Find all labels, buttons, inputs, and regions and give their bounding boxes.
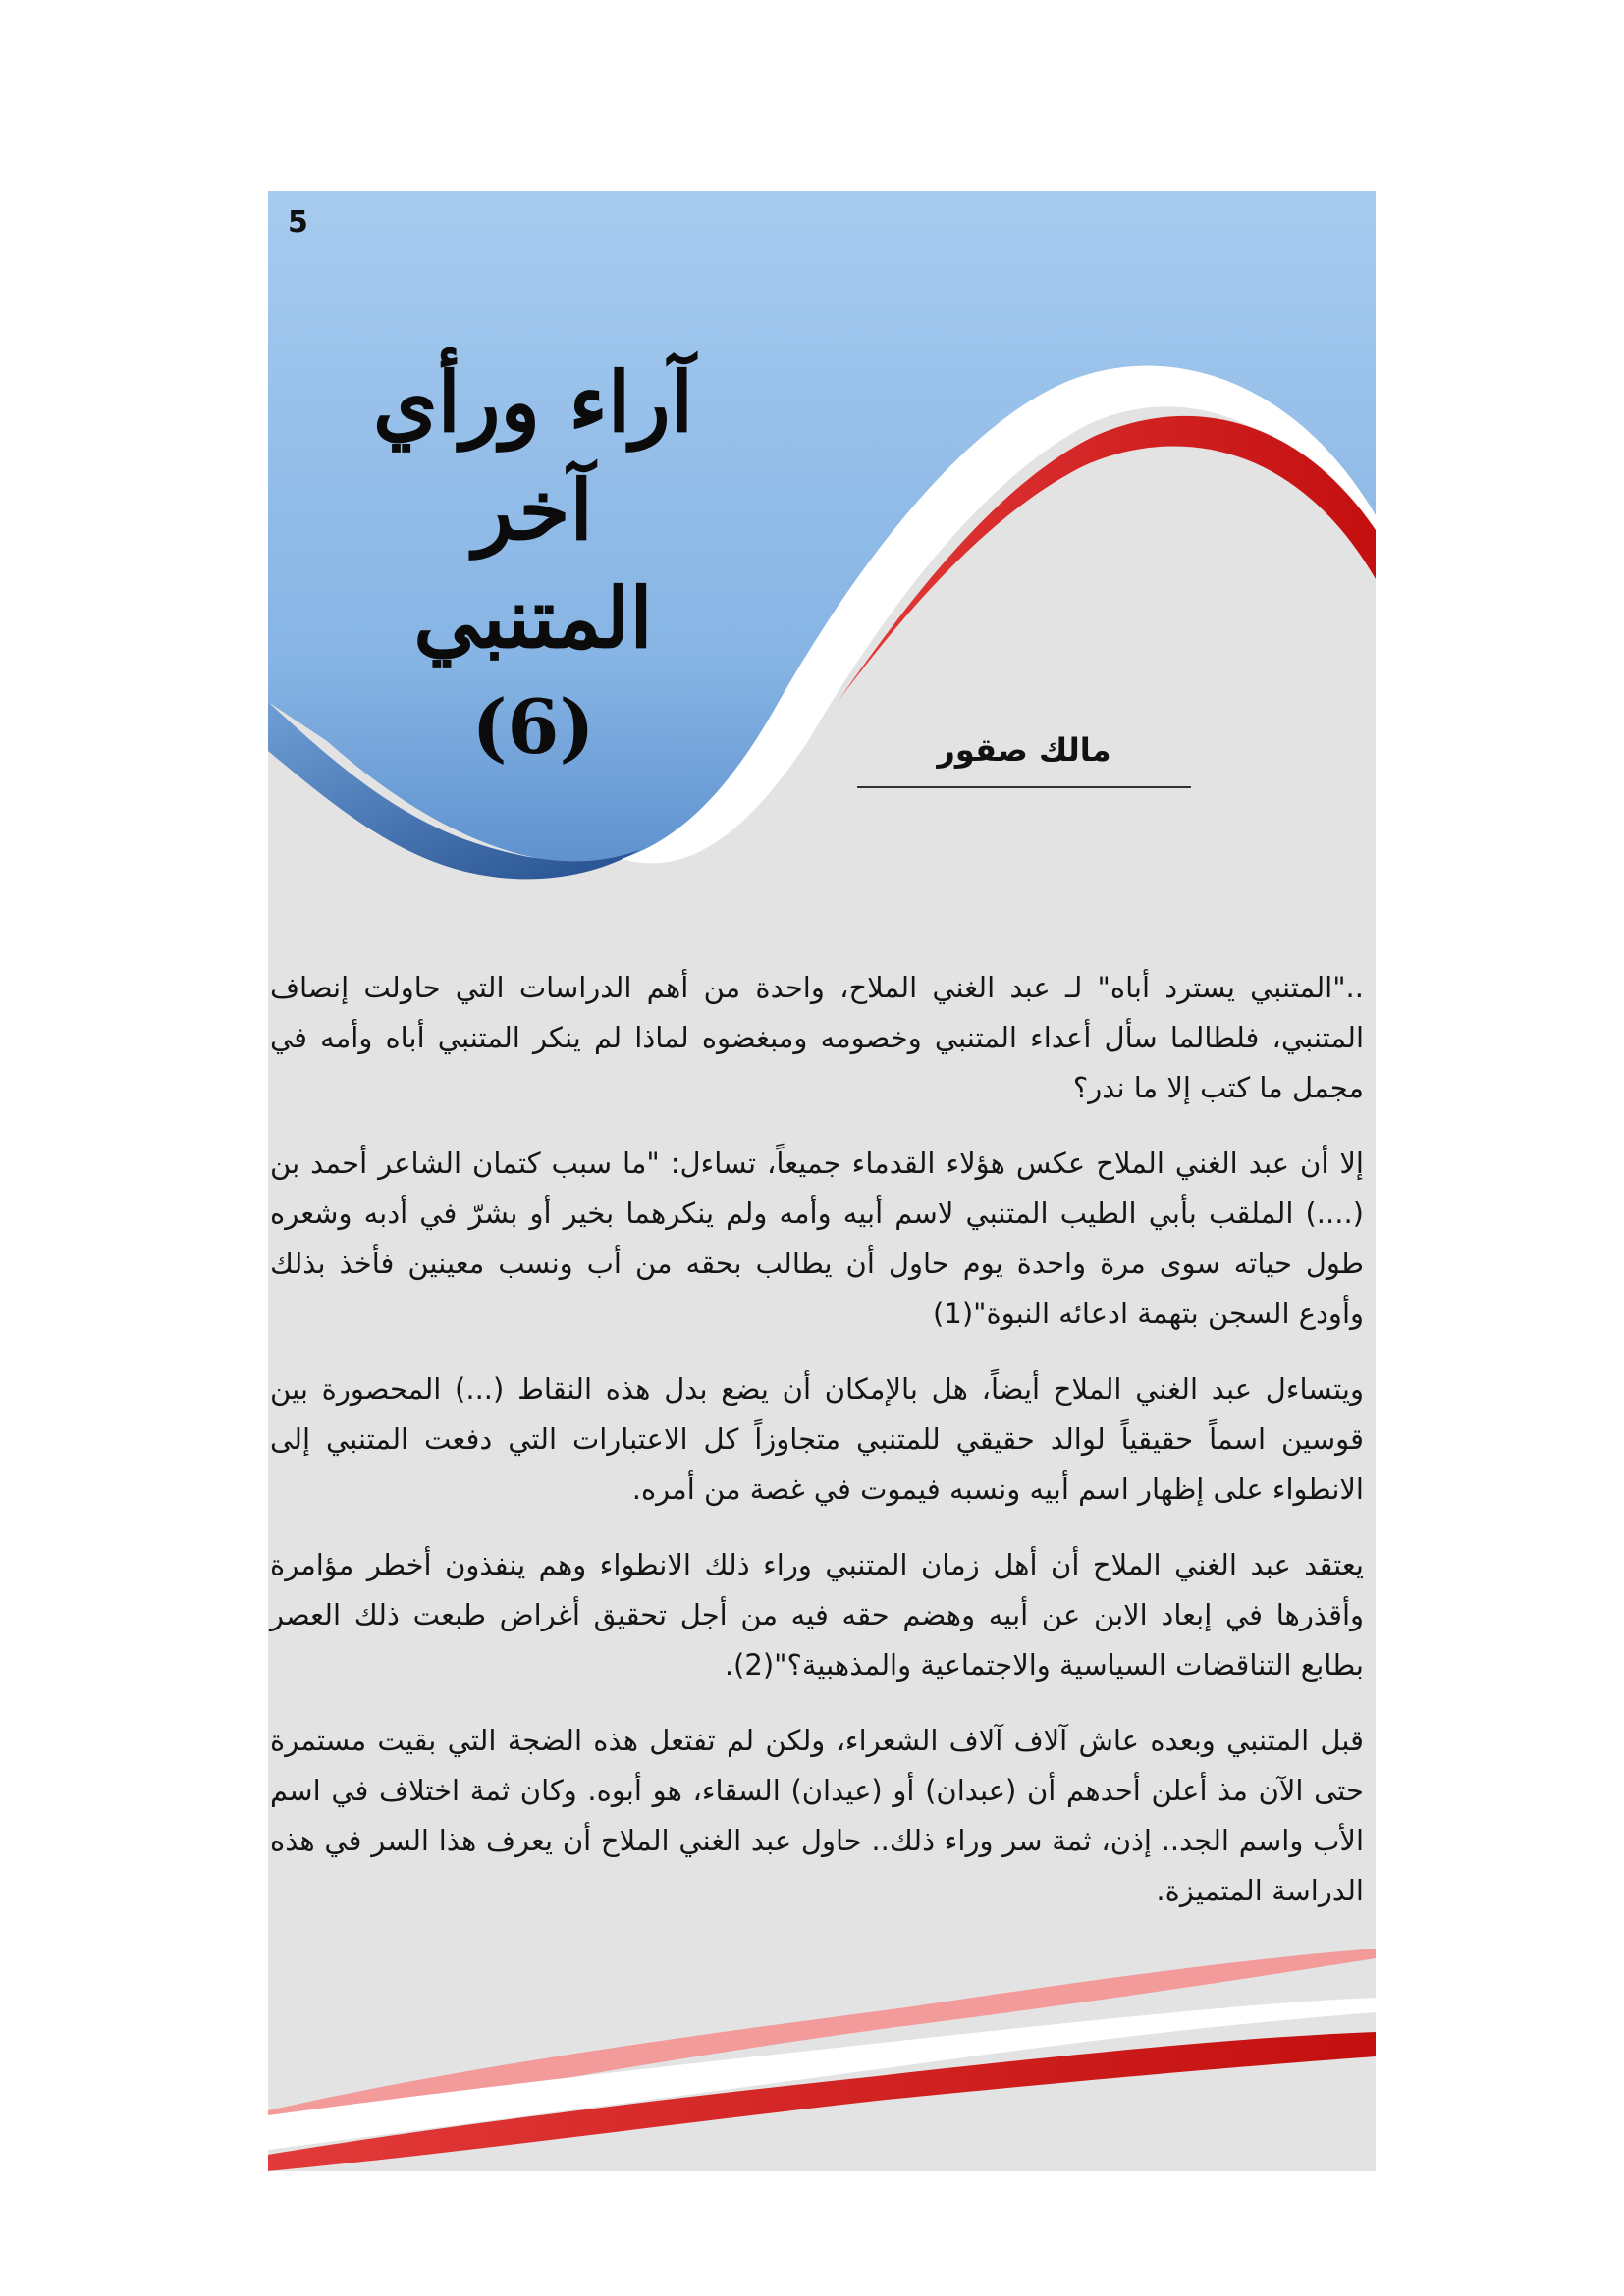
paragraph: .."المتنبي يسترد أباه" لـ عبد الغني الملاح، واحدة من أهم الدراسات التي حاولت إنصاف المتنبي، فلطالما سأل أعداء المتنبي وخصومه ومبغضوه لماذا لم ينكر المتنبي أباه وأمه في مجمل ما كتب إلا ما ندر؟: [270, 971, 1364, 1104]
author-name: مالك صقور: [857, 731, 1191, 788]
title-line-1: آراء ورأي آخر: [372, 353, 694, 559]
title-line-2: المتنبي: [413, 569, 653, 667]
magazine-page: [268, 191, 1376, 2171]
paragraph: يعتقد عبد الغني الملاح أن أهل زمان المتنبي وراء ذلك الانطواء وهم ينفذون أخطر مؤامرة وأقذرها في إبعاد الابن عن أبيه وهضم حقه فيه من أجل تحقيق أغراض طبعت ذلك العصر بطابع التناقضات السياسية والاجتماعية والمذهبية؟"(2).: [270, 1548, 1364, 1682]
title-part-number: (6): [471, 683, 595, 771]
article-title: [307, 348, 759, 776]
paragraph: إلا أن عبد الغني الملاح عكس هؤلاء القدماء جميعاً، تساءل: "ما سبب كتمان الشاعر أحمد بن (....) الملقب بأبي الطيب المتنبي لاسم أبيه وأمه ولم ينكرهما بخير أو بشرّ في أدبه وشعره طول حياته سوى مرة واحدة يوم حاول أن يطالب بحقه من أب ونسب معينين فأخذ بذلك وأودع السجن بتهمة ادعائه النبوة"(1): [270, 1147, 1364, 1330]
paragraph: قبل المتنبي وبعده عاش آلاف آلاف الشعراء، ولكن لم تفتعل هذه الضجة التي بقيت مستمرة حتى الآن مذ أعلن أحدهم أن (عبدان) أو (عيدان) السقاء، هو أبوه. وكان ثمة اختلاف في اسم الأب واسم الجد.. إذن، ثمة سر وراء ذلك.. حاول عبد الغني الملاح أن يعرف هذا السر في هذه الدراسة المتميزة.: [270, 1724, 1364, 1907]
paragraph: ويتساءل عبد الغني الملاح أيضاً، هل بالإمكان أن يضع بدل هذه النقاط (...) المحصورة بين قوسين اسماً حقيقياً لوالد حقيقي للمتنبي متجاوزاً كل الاعتبارات التي دفعت المتنبي إلى الانطواء على إظهار اسم أبيه ونسبه فيموت في غصة من أمره.: [270, 1372, 1364, 1506]
article-body: [270, 963, 1364, 1942]
page-number: 5: [288, 205, 308, 240]
